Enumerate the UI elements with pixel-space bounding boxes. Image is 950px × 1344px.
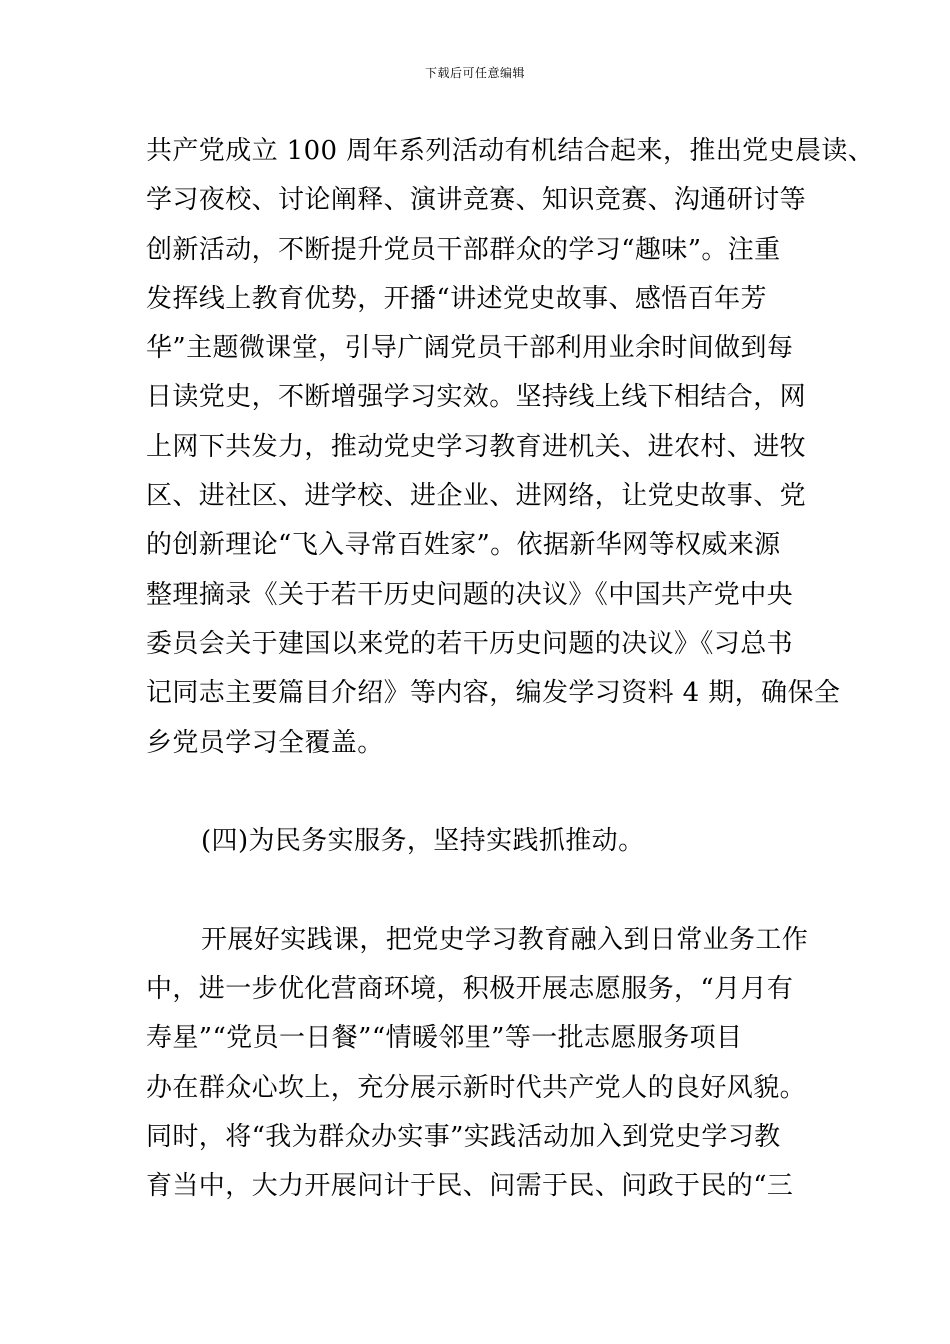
text-line: 共产党成立 100 周年系列活动有机结合起来，推出党史晨读、	[146, 136, 875, 166]
paragraph-1	[146, 127, 875, 768]
text-line: 华”主题微课堂，引导广阔党员干部利用业余时间做到每	[146, 333, 794, 364]
document-body	[146, 127, 875, 1212]
text-line: 办在群众心坎上，充分展示新时代共产党人的良好风貌。	[146, 1072, 807, 1103]
text-line: 开展好实践课，把党史学习教育融入到日常业务工作	[201, 924, 809, 955]
text-line: 寿星”“党员一日餐”“情暖邻里”等一批志愿服务项目	[146, 1023, 743, 1054]
text-line: 中，进一步优化营商环境，积极开展志愿服务，“月月有	[146, 974, 794, 1005]
text-line: 上网下共发力，推动党史学习教育进机关、进农村、进牧	[146, 431, 807, 462]
text-line: 记同志主要篇目介绍》等内容，编发学习资料 4 期，确保全	[146, 678, 841, 709]
paragraph-spacer	[146, 866, 811, 915]
text-line: 学习夜校、讨论阐释、演讲竞赛、知识竞赛、沟通研讨等	[146, 185, 807, 216]
text-line: 区、进社区、进学校、进企业、进网络，让党史故事、党	[146, 481, 807, 512]
text-line: 整理摘录《关于若干历史问题的决议》《中国共产党中央	[146, 579, 794, 610]
page-header: 下载后可任意编辑	[424, 66, 525, 80]
text-line: 创新活动，不断提升党员干部群众的学习“趣味”。注重	[146, 234, 781, 265]
text-line: 的创新理论“飞入寻常百姓家”。依据新华网等权威来源	[146, 530, 781, 561]
text-line: 同时，将“我为群众办实事”实践活动加入到党史学习教	[146, 1121, 781, 1152]
text-line: 委员会关于建国以来党的若干历史问题的决议》《习总书	[146, 628, 794, 659]
paragraph-2	[146, 916, 811, 1212]
paragraph-spacer	[146, 768, 811, 817]
section-heading: (四)为民务实服务，坚持实践抓推动。	[201, 826, 645, 857]
text-line: 发挥线上教育优势，开播“讲述党史故事、感悟百年芳	[146, 283, 767, 314]
text-line: 日读党史，不断增强学习实效。坚持线上线下相结合，网	[146, 382, 807, 413]
text-line: 育当中，大力开展问计于民、问需于民、问政于民的“三	[146, 1171, 794, 1202]
text-line: 乡党员学习全覆盖。	[146, 727, 384, 758]
